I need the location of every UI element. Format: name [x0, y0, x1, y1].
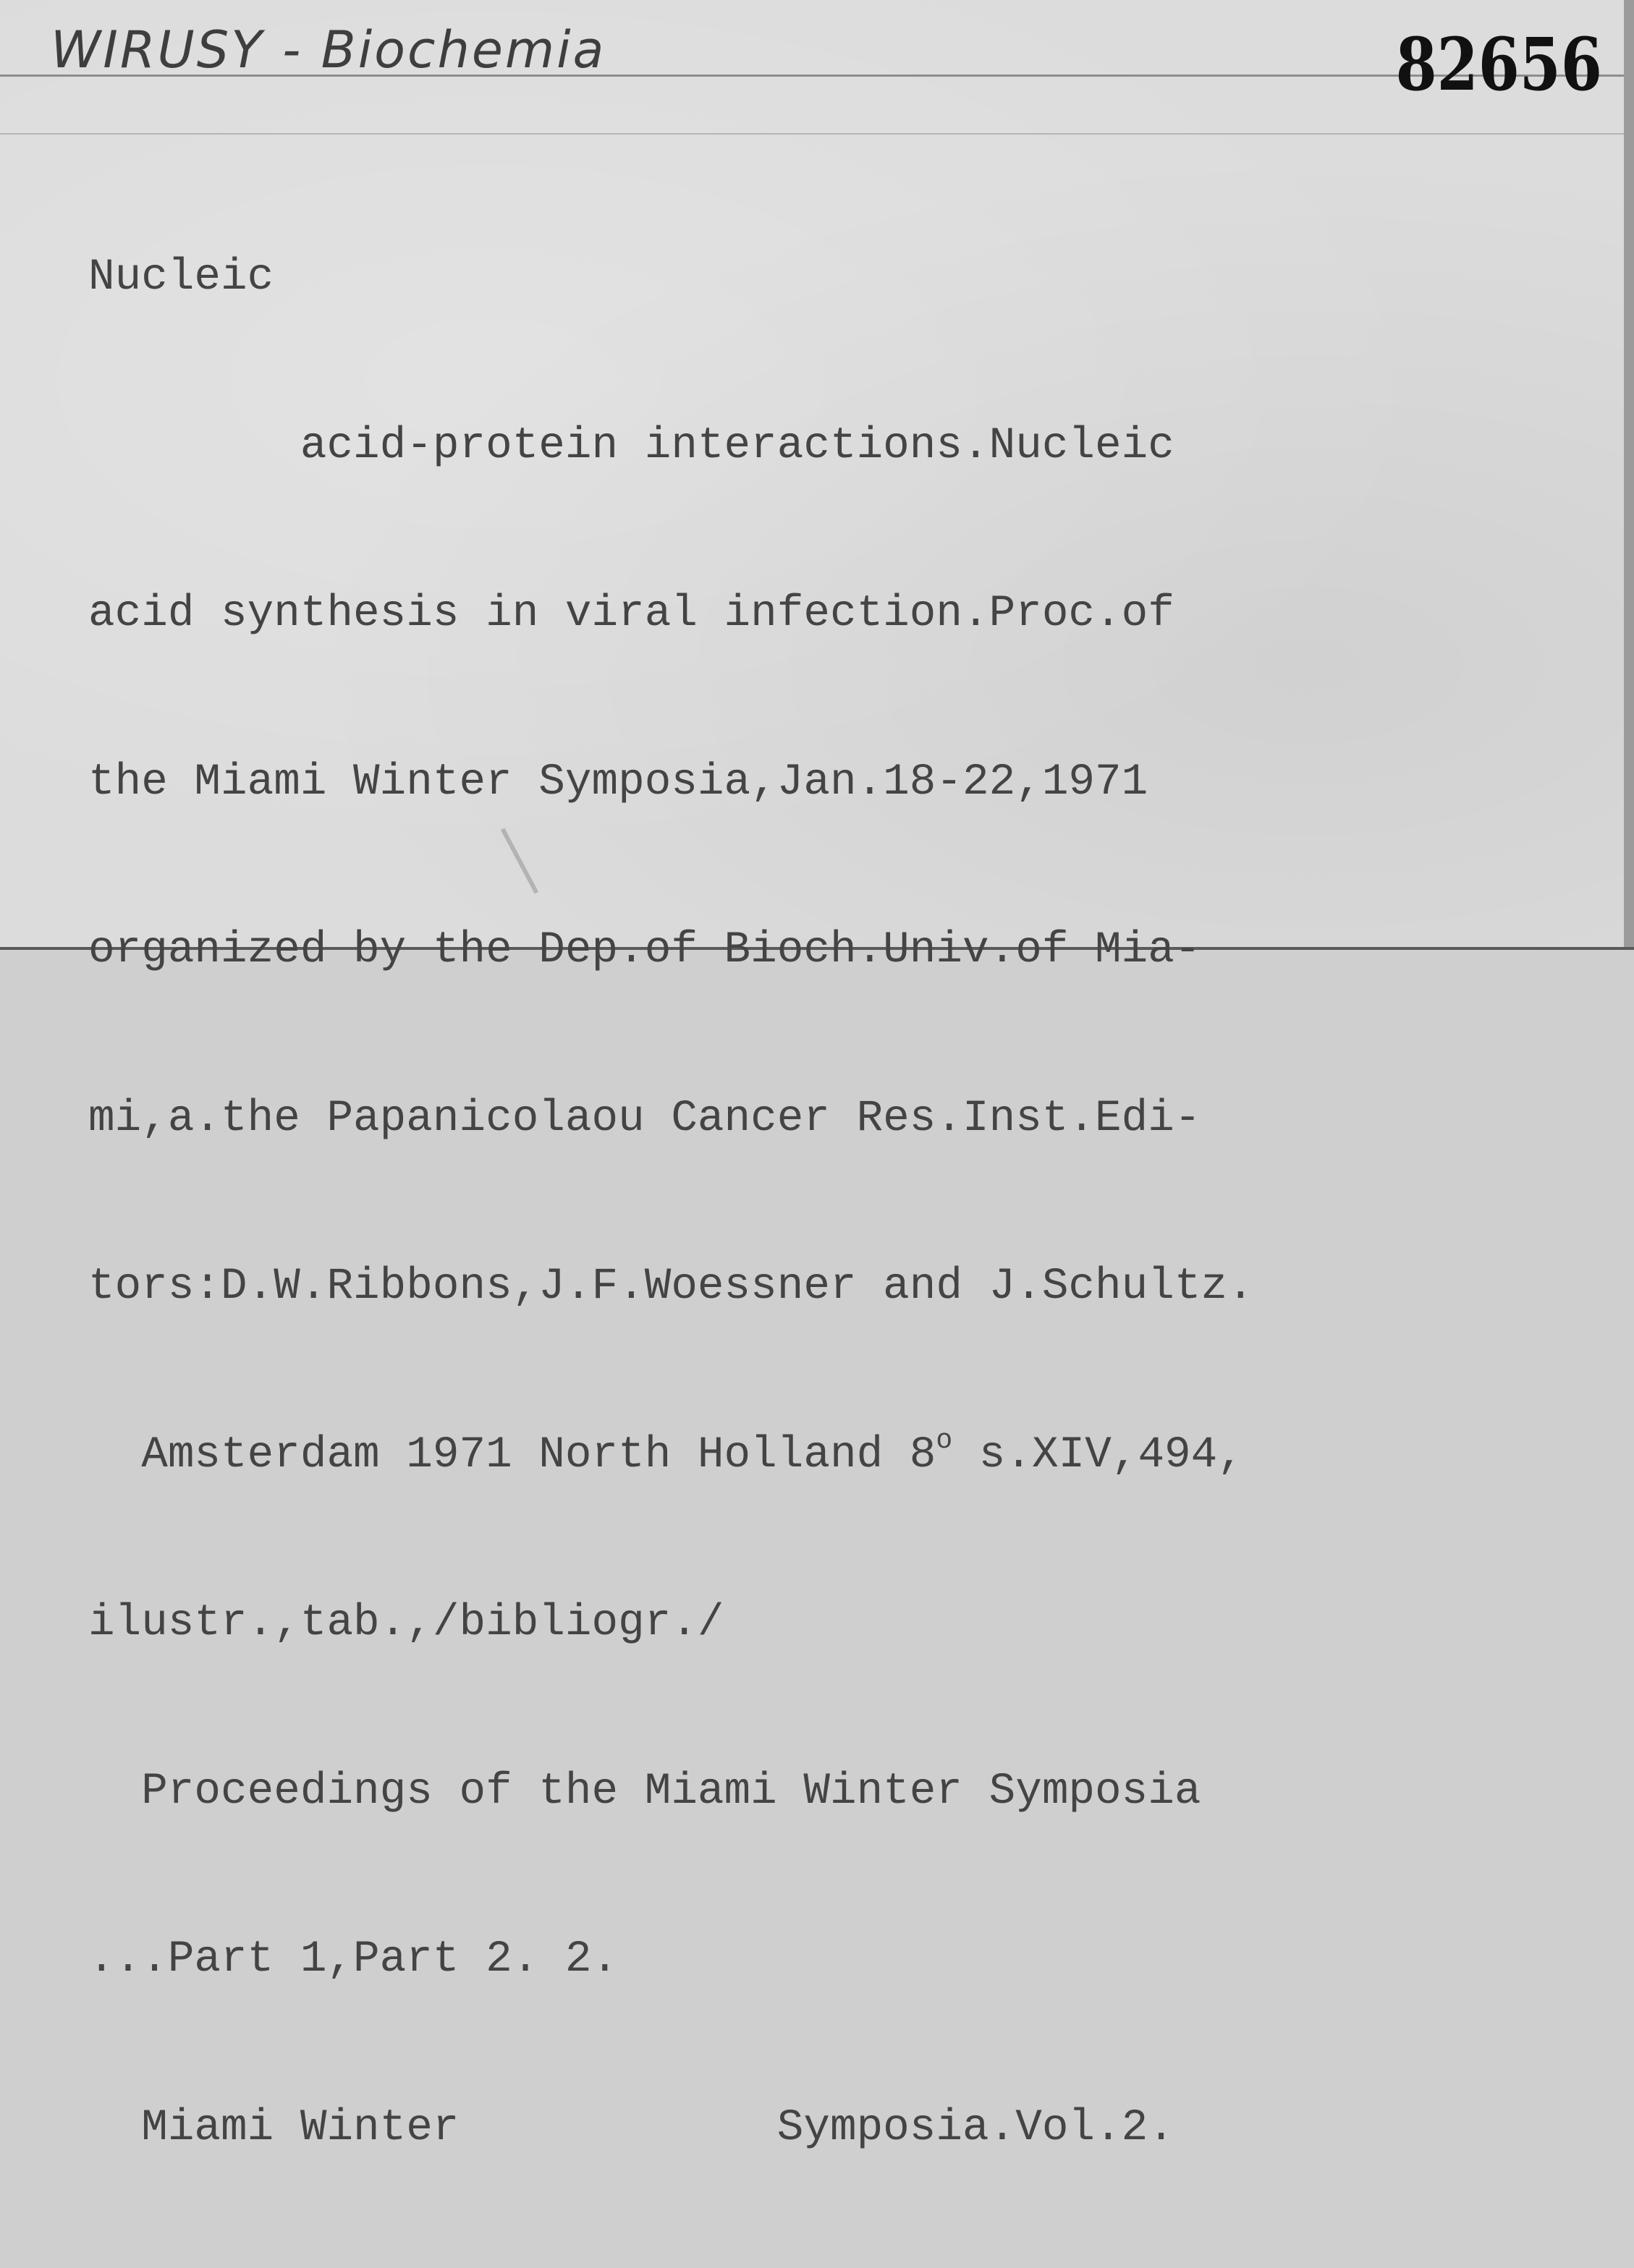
entry-line: mi,a.the Papanicolaou Cancer Res.Inst.Edi- [88, 1093, 1201, 1144]
entry-line: the Miami Winter Symposia,Jan.18-22,1971 [88, 757, 1148, 807]
imprint-text: Amsterdam 1971 North Holland 8 [88, 1430, 936, 1480]
bibliographic-entry [88, 137, 1615, 2268]
entry-line: ilustr.,tab.,/bibliogr./ [88, 1598, 724, 1648]
imprint-tail: s.XIV,494, [952, 1430, 1244, 1480]
entry-line: acid synthesis in viral infection.Proc.of [88, 589, 1174, 639]
card-edge-shadow [1624, 0, 1634, 950]
entry-line: acid-protein interactions.Nucleic [88, 420, 1174, 471]
subheader-rule [0, 133, 1624, 135]
entry-line: Proceedings of the Miami Winter Symposia [88, 1766, 1201, 1817]
entry-line: Miami Winter Symposia.Vol.2. [88, 2102, 1174, 2153]
subject-heading: WIRUSY - Biochemia [51, 20, 606, 80]
catalog-number: 82656 [1395, 22, 1602, 107]
entry-line: organized by the Dep.of Bioch.Univ.of Mia- [88, 925, 1201, 975]
entry-line: tors:D.W.Ribbons,J.F.Woessner and J.Schultz. [88, 1262, 1254, 1312]
imprint-line [88, 1424, 1615, 1484]
format-superscript: o [936, 1424, 953, 1456]
entry-line: Nucleic [88, 252, 274, 302]
entry-line: ...Part 1,Part 2. 2. [88, 1934, 619, 1984]
